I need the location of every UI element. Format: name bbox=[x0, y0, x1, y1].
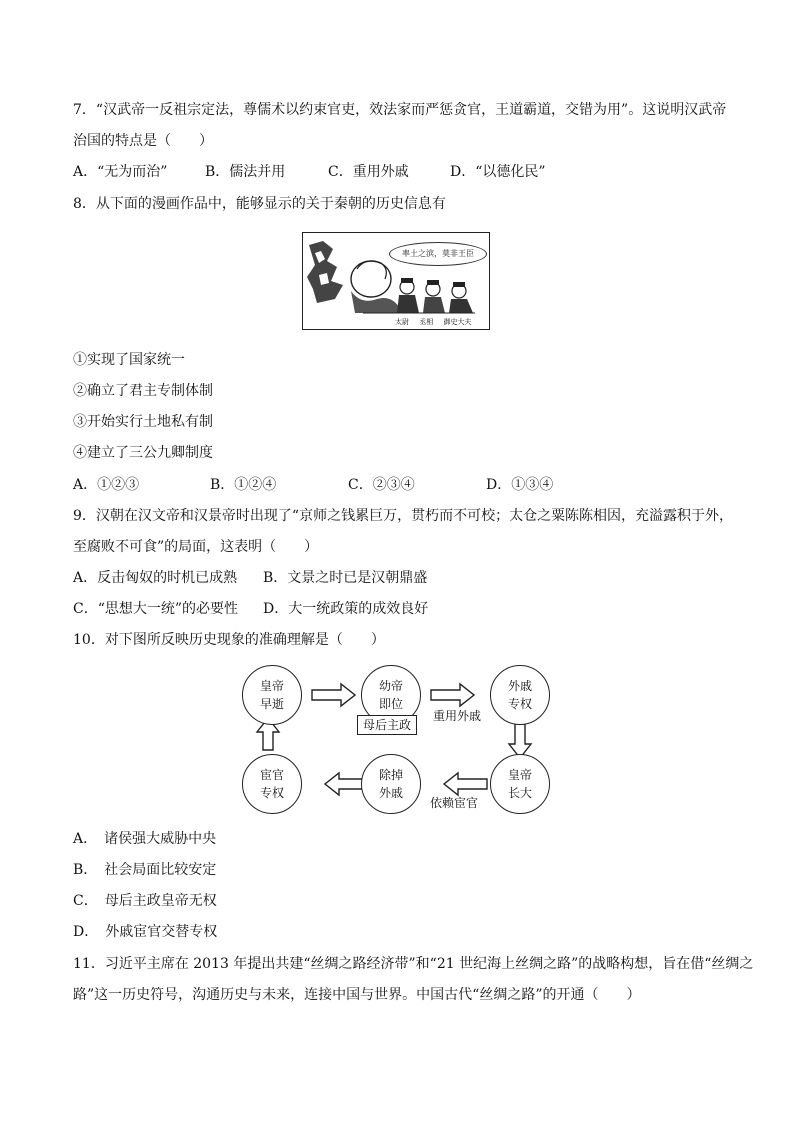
q10-option-b: B． 社会局面比较安定 bbox=[73, 862, 217, 878]
q7-stem-line1: 7．“汉武帝一反祖宗定法，尊儒术以约束官吏，效法家而严惩贪官，王道霸道，交错为用”。这说明汉武帝 bbox=[73, 102, 727, 118]
q9-option-a: A．反击匈奴的时机已成熟 bbox=[73, 570, 238, 586]
node-remove-relatives: 除掉 外戚 bbox=[361, 754, 421, 814]
q8-stem: 8．从下面的漫画作品中，能够显示的关于秦朝的历史信息有 bbox=[73, 196, 446, 212]
arrow-right-1 bbox=[312, 684, 355, 706]
node-relatives-dominate: 外戚 专权 bbox=[490, 665, 550, 725]
q10-cycle-diagram bbox=[240, 664, 555, 810]
q10-option-d: D． 外戚宦官交替专权 bbox=[73, 924, 218, 940]
q9-option-c: C．“思想大一统”的必要性 bbox=[73, 601, 239, 617]
q9-option-b: B．文景之时已是汉朝鼎盛 bbox=[263, 570, 428, 586]
q8-statement-4: ④建立了三公九卿制度 bbox=[73, 445, 213, 461]
caption-taiwei: 太尉 bbox=[395, 318, 409, 326]
q9-stem-line1: 9．汉朝在汉文帝和汉景帝时出现了“京师之钱累巨万，贯朽而不可校；太仓之粟陈陈相因，充溢露积于外， bbox=[73, 508, 734, 524]
q8-option-b: B．①②④ bbox=[210, 477, 277, 493]
qin-cartoon-image bbox=[302, 232, 490, 330]
q11-stem-line1: 11．习近平主席在 2013 年提出共建“丝绸之路经济带”和“21 世纪海上丝绸之路”的战略构想，旨在借“丝绸之 bbox=[73, 956, 754, 972]
caption-chengxiang: 丞相 bbox=[419, 318, 434, 326]
q8-option-d: D．①③④ bbox=[486, 477, 554, 493]
caption-yushidafu: 御史大夫 bbox=[443, 318, 472, 326]
q7-option-b: B．儒法并用 bbox=[205, 164, 286, 180]
node-emperor-early-death: 皇帝 早逝 bbox=[242, 665, 302, 725]
q7-option-a: A．“无为而治” bbox=[73, 164, 168, 180]
cartoon-speech-bubble: 率土之滨，莫非王臣 bbox=[389, 242, 487, 266]
node-eunuchs-dominate: 宦官 专权 bbox=[242, 754, 302, 814]
node-emperor-grows-up: 皇帝 长大 bbox=[490, 754, 550, 814]
q8-option-a: A．①②③ bbox=[73, 477, 140, 493]
q10-stem: 10．对下图所反映历史现象的准确理解是（ ） bbox=[73, 632, 385, 648]
node-young-emperor-enthroned: 幼帝 即位 bbox=[361, 665, 421, 725]
cartoon-caption bbox=[395, 317, 479, 327]
q10-option-a: A． 诸侯强大威胁中央 bbox=[73, 831, 217, 847]
label-rely-on-eunuchs: 依赖宦官 bbox=[430, 796, 479, 810]
q7-option-d: D．“以德化民” bbox=[450, 164, 546, 180]
q8-option-c: C．②③④ bbox=[348, 477, 415, 493]
q8-statement-2: ②确立了君主专制体制 bbox=[73, 383, 213, 399]
label-rely-on-relatives: 重用外戚 bbox=[433, 709, 482, 723]
q10-option-c: C． 母后主政皇帝无权 bbox=[73, 893, 217, 909]
q11-stem-line2: 路”这一历史符号，沟通历史与未来，连接中国与世界。中国古代“丝绸之路”的开通（ ） bbox=[73, 987, 641, 1003]
q7-option-c: C．重用外戚 bbox=[328, 164, 409, 180]
q9-stem-line2: 至腐败不可食”的局面，这表明（ ） bbox=[73, 539, 319, 555]
q8-statement-3: ③开始实行土地私有制 bbox=[73, 414, 213, 430]
box-empress-dowager-rules: 母后主政 bbox=[357, 715, 417, 735]
arrow-down bbox=[509, 724, 531, 758]
arrow-left-1 bbox=[444, 773, 487, 795]
q9-option-d: D．大一统政策的成效良好 bbox=[263, 601, 429, 617]
q7-stem-line2: 治国的特点是（ ） bbox=[73, 133, 213, 149]
arrow-right-2 bbox=[431, 684, 474, 706]
q8-statement-1: ①实现了国家统一 bbox=[73, 352, 185, 368]
